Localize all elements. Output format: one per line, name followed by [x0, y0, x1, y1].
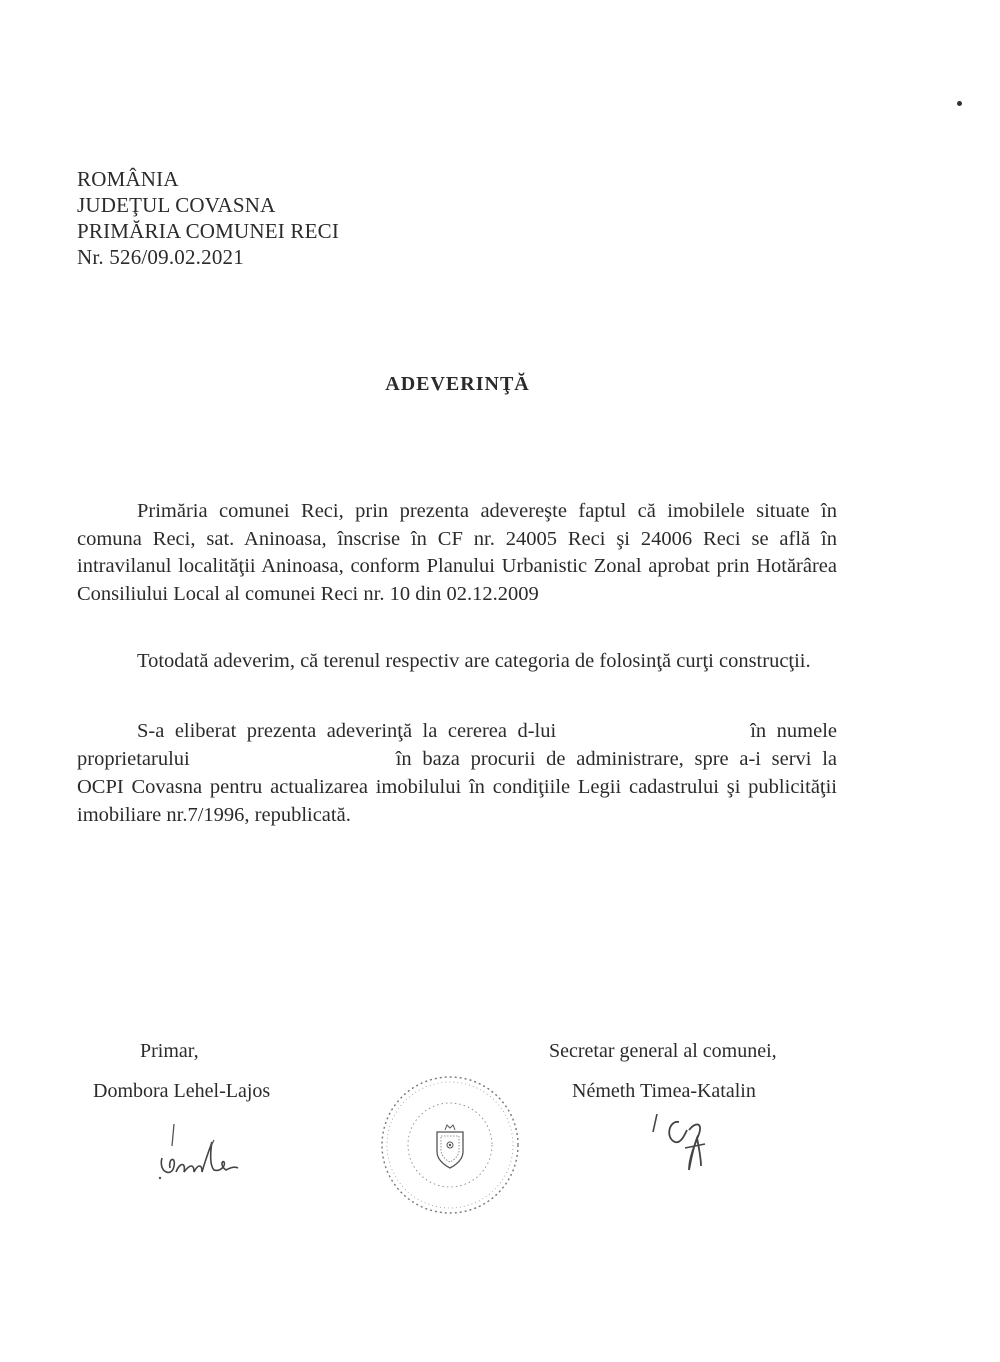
- body-paragraph-2: [77, 648, 837, 675]
- paragraph-3-text-2: în: [750, 720, 767, 742]
- secretary-name: Németh Timea-Katalin: [572, 1080, 756, 1102]
- scan-speck: [957, 101, 962, 106]
- paragraph-3-text-1: S-a eliberat prezenta adeverinţă la cererea d-lui: [137, 720, 557, 742]
- mayor-signature: [150, 1118, 250, 1188]
- header-institution: PRIMĂRIA COMUNEI RECI: [77, 219, 340, 243]
- paragraph-3-text-4: în baza procurii de administrare, spre a-i servi la OCPI Covasna pentru actualizarea imobilului în condiţiile Legii cadastrului şi publicităţii imobiliare nr.7/1996, republicată.: [77, 748, 837, 826]
- header-country: ROMÂNIA: [77, 167, 179, 191]
- header-registration-number: Nr. 526/09.02.2021: [77, 245, 244, 269]
- document-header: [77, 166, 339, 270]
- mayor-role: Primar,: [140, 1040, 199, 1062]
- mayor-name: Dombora Lehel-Lajos: [93, 1080, 271, 1102]
- document-title: ADEVERINŢĂ: [385, 373, 530, 395]
- paragraph-1-text: Primăria comunei Reci, prin prezenta adevereşte faptul că imobilele situate în comuna Reci, sat. Aninoasa, înscrise în CF nr. 24005 Reci şi 24006 Reci se află în intravilanul localităţii Aninoasa, conform Planului Urbanistic Zonal aprobat prin Hotărârea Consiliului Local al comunei Reci nr. 10 din 02.12.2009: [77, 500, 837, 605]
- body-paragraph-1: [77, 498, 837, 608]
- paragraph-3-text-3: numele proprietarului: [77, 720, 837, 770]
- secretary-role: Secretar general al comunei,: [549, 1040, 777, 1062]
- secretary-signature: [645, 1108, 725, 1178]
- header-county: JUDEŢUL COVASNA: [77, 193, 276, 217]
- official-stamp: [375, 1070, 525, 1220]
- paragraph-2-text: Totodată adeverim, că terenul respectiv are categoria de folosinţă curţi construcţii.: [137, 650, 811, 672]
- body-paragraph-3: [77, 717, 837, 829]
